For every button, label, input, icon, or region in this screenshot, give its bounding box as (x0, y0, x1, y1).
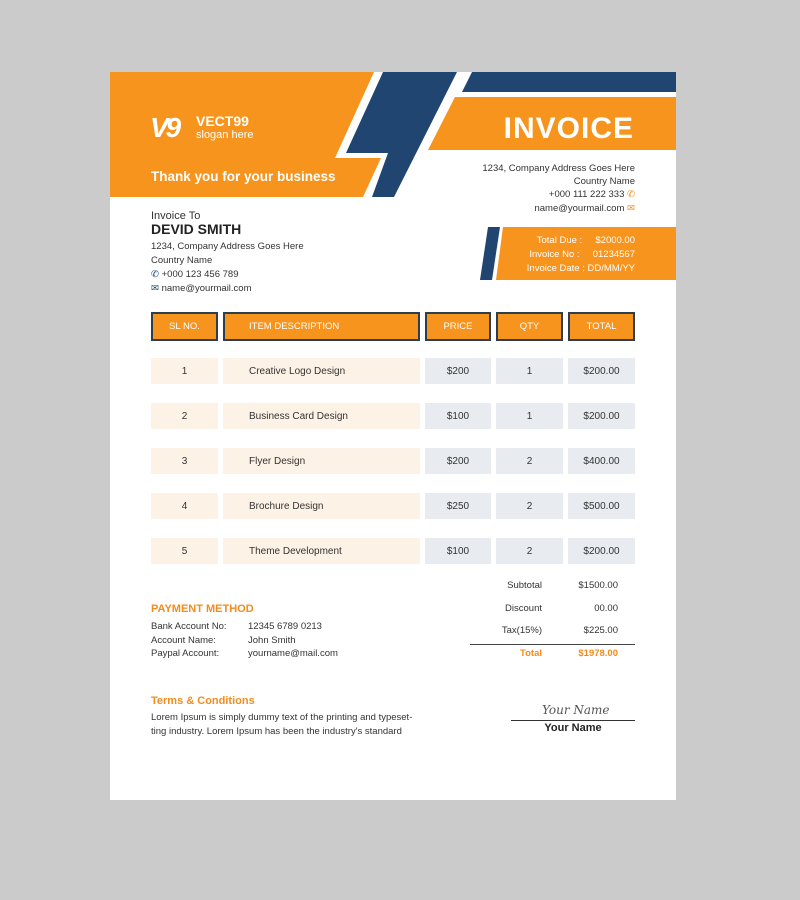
header-navy-bar (462, 72, 676, 92)
cell-item: Theme Development (223, 538, 420, 564)
summary-invoice-date (527, 262, 635, 276)
phone-icon: ✆ (151, 269, 159, 280)
company-country: Country Name (573, 176, 635, 187)
cell-item: Flyer Design (223, 448, 420, 474)
invoice-to-label: Invoice To (151, 210, 201, 222)
payment-title: PAYMENT METHOD (151, 603, 254, 615)
header-price: PRICE (425, 312, 491, 341)
summary-label: Total Due : (536, 235, 583, 246)
cell-price: $200 (425, 448, 491, 474)
grand-total-label: Total (520, 648, 542, 659)
summary-total-due (527, 234, 635, 248)
summary-label: Invoice No : (529, 249, 580, 260)
header-item: ITEM DESCRIPTION (223, 312, 420, 341)
summary-invoice-no (527, 248, 635, 262)
terms-line1: Lorem Ipsum is simply dummy text of the printing and typeset- (151, 712, 413, 723)
cell-sl: 2 (151, 403, 218, 429)
cell-total: $500.00 (568, 493, 635, 519)
payment-label: Bank Account No: (151, 621, 227, 632)
payment-label: Paypal Account: (151, 648, 220, 659)
totals-label: Subtotal (507, 580, 542, 591)
client-country: Country Name (151, 255, 213, 266)
company-email-text: name@yourmail.com (534, 203, 625, 214)
totals-divider (470, 644, 635, 645)
cell-price: $100 (425, 538, 491, 564)
payment-value: yourname@mail.com (248, 648, 338, 659)
client-phone (151, 269, 238, 280)
mail-icon: ✉ (627, 203, 635, 214)
cell-qty: 2 (496, 493, 563, 519)
header-sl: SL NO. (151, 312, 218, 341)
cell-price: $200 (425, 358, 491, 384)
client-email-text: name@yourmail.com (161, 283, 252, 294)
totals-value: $1500.00 (578, 580, 618, 591)
invoice-sheet (110, 72, 676, 800)
brand-slogan: slogan here (196, 129, 254, 141)
cell-qty: 1 (496, 403, 563, 429)
cell-price: $250 (425, 493, 491, 519)
signature-line (511, 720, 635, 721)
cell-price: $100 (425, 403, 491, 429)
cell-sl: 5 (151, 538, 218, 564)
brand-name: VECT99 (196, 113, 249, 129)
mail-icon: ✉ (151, 283, 159, 294)
totals-value: 00.00 (594, 602, 618, 614)
cell-sl: 3 (151, 448, 218, 474)
phone-icon: ✆ (627, 189, 635, 200)
company-phone-text: +000 111 222 333 (548, 189, 625, 200)
cell-sl: 1 (151, 358, 218, 384)
summary-value: 01234567 (592, 249, 635, 260)
invoice-summary (527, 234, 635, 276)
cell-total: $400.00 (568, 448, 635, 474)
payment-value: John Smith (248, 634, 296, 646)
client-email (151, 283, 252, 294)
summary-value: $2000.00 (595, 235, 635, 246)
company-email (534, 203, 635, 214)
terms-title: Terms & Conditions (151, 695, 255, 707)
summary-label: Invoice Date : (526, 263, 585, 274)
cell-sl: 4 (151, 493, 218, 519)
signature-image: Your Name (542, 703, 610, 717)
client-address: 1234, Company Address Goes Here (151, 241, 304, 252)
client-phone-text: +000 123 456 789 (161, 269, 239, 280)
company-phone (549, 189, 635, 200)
cell-total: $200.00 (568, 538, 635, 564)
totals-label: Discount (505, 602, 542, 614)
invoice-title: INVOICE (503, 112, 634, 145)
cell-total: $200.00 (568, 358, 635, 384)
summary-value: DD/MM/YY (587, 263, 635, 274)
terms-line2: ting industry. Lorem Ipsum has been the industry's standard (151, 726, 402, 737)
cell-item: Brochure Design (223, 493, 420, 519)
cell-qty: 1 (496, 358, 563, 384)
payment-value: 12345 6789 0213 (248, 621, 322, 632)
cell-total: $200.00 (568, 403, 635, 429)
signature-name: Your Name (544, 722, 602, 734)
company-address: 1234, Company Address Goes Here (482, 163, 635, 174)
cell-qty: 2 (496, 448, 563, 474)
cell-item: Creative Logo Design (223, 358, 420, 384)
header-total: TOTAL (568, 312, 635, 341)
tagline: Thank you for your business (151, 169, 336, 184)
totals-label: Tax(15%) (501, 625, 542, 636)
payment-label: Account Name: (151, 634, 216, 646)
totals-value: $225.00 (583, 625, 618, 636)
cell-item: Business Card Design (223, 403, 420, 429)
grand-total-value: $1978.00 (578, 648, 618, 659)
logo-mark: V9 (150, 112, 179, 143)
summary-navy-slash (480, 227, 500, 280)
cell-qty: 2 (496, 538, 563, 564)
client-name: DEVID SMITH (151, 221, 242, 237)
header-qty: QTY (496, 312, 563, 341)
